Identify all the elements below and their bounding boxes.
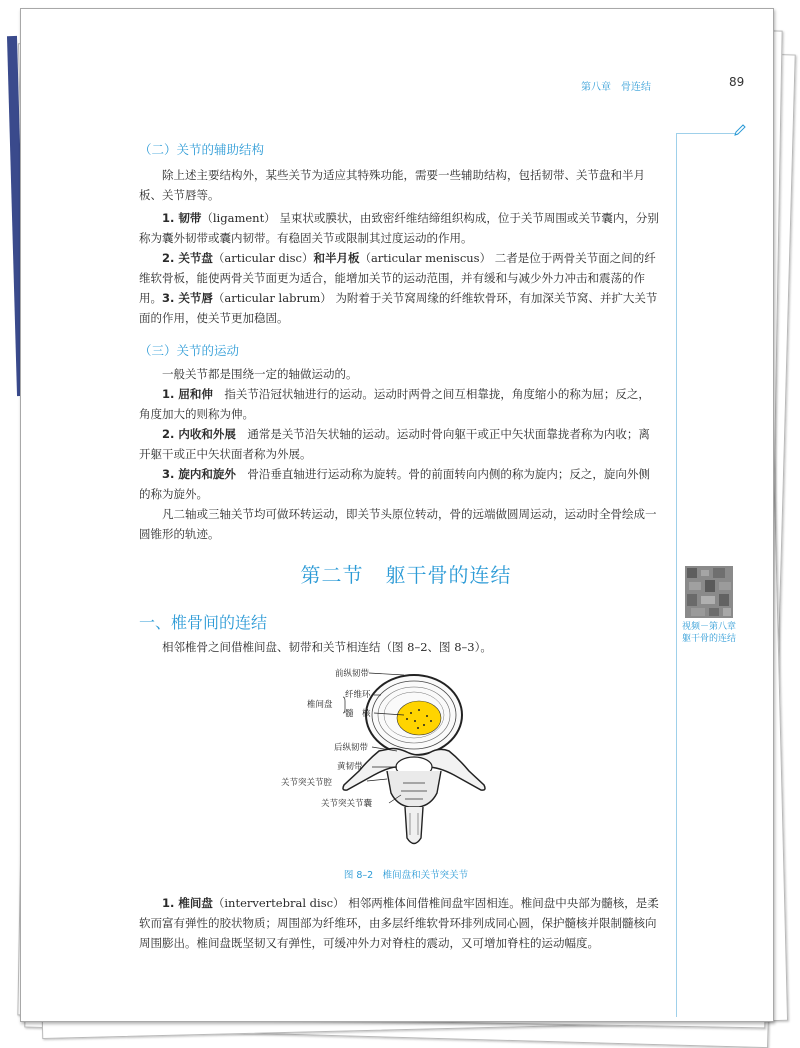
running-header-chapter: 第八章 骨连结 [581, 82, 651, 93]
paragraph-circumduction: 凡二轴或三轴关节均可做环转运动，即关节头原位转动，骨的远端做圆周运动，运动时全骨绘成一圆锥形的轨迹。 [139, 507, 657, 541]
text-labrum: 为附着于关节窝周缘的纤维软骨环，有加深关节窝、并扩大关节面的作用，使关节更加稳固。 [139, 291, 658, 325]
latin-ligament: （ligament） [201, 211, 276, 225]
section-title [21, 559, 791, 588]
label-ligamentum-flavum: 黄韧带 [337, 762, 363, 772]
figure-caption: 图 8–2 椎间盘和关节突关节 [343, 870, 469, 881]
label-facet-joint-cavity: 关节突关节腔 [281, 778, 333, 788]
section-name: 躯干骨的连结 [385, 563, 512, 587]
pen-icon [733, 123, 747, 137]
term-rotation: 3. 旋内和旋外 [162, 467, 236, 481]
margin-rule-hook [676, 133, 736, 134]
term-meniscus: 和半月板 [313, 251, 360, 265]
term-adduction: 2. 内收和外展 [162, 427, 236, 441]
book-page [20, 8, 774, 1022]
label-facet-joint-capsule: 关节突关节囊 [321, 799, 373, 809]
paragraph-ligament [139, 208, 659, 248]
text-rotation: 骨沿垂直轴进行运动称为旋转。骨的前面转向内侧的称为旋内；反之，旋向外侧的称为旋外。 [139, 467, 650, 501]
label-posterior-longitudinal-ligament: 后纵韧带 [334, 743, 369, 753]
paragraph-intervertebral-disc [139, 893, 659, 953]
term-labrum: 3. 关节唇 [162, 291, 213, 305]
term-ligament: 1. 韧带 [162, 211, 202, 225]
heading-auxiliary-structures: （二）关节的辅助结构 [139, 142, 265, 157]
term-flexion: 1. 屈和伸 [162, 387, 213, 401]
heading-joint-movements: （三）关节的运动 [139, 343, 240, 358]
label-anterior-longitudinal-ligament: 前纵韧带 [335, 669, 370, 679]
paragraph-adduction-abduction [139, 424, 659, 464]
label-nucleus-pulposus: 髓 核 [345, 709, 371, 719]
paragraph-rotation [139, 464, 659, 504]
paragraph-motion-intro: 一般关节都是围绕一定的轴做运动的。 [162, 367, 358, 381]
label-annulus-fibrosus: 纤维环 [345, 690, 371, 700]
text-disc-meniscus: 二者是位于两骨关节面之间的纤维软骨板，能使两骨关节面更为适合，能增加关节的运动范围，并有缓和与减少外力冲击和震荡的作用。 [139, 251, 656, 305]
text-flexion: 指关节沿冠状轴进行的运动。运动时两骨之间互相靠拢，角度缩小的称为屈；反之，角度加大的则称为伸。 [139, 387, 650, 421]
paragraph-labrum [139, 288, 659, 328]
latin-labrum: （articular labrum） [212, 291, 332, 305]
spinous-process-shape [405, 807, 423, 844]
term-articular-disc: 2. 关节盘 [162, 251, 213, 265]
paragraph-aux-intro: 除上述主要结构外，某些关节为适应其特殊功能，需要一些辅助结构，包括韧带、关节盘和半月板、关节唇等。 [139, 168, 645, 202]
text-adduction: 通常是关节沿矢状轴的运动。运动时骨向躯干或正中矢状面靠拢者称为内收；离开躯干或正中矢状面者称为外展。 [139, 427, 650, 461]
label-intervertebral-disc: 椎间盘 [307, 700, 333, 710]
text-intervertebral-disc: 相邻两椎体间借椎间盘牢固相连。椎间盘中央部为髓核，是柔软而富有弹性的胶状物质；周围部为纤维环，由多层纤维软骨环排列成同心圆，保护髓核并限制髓核向周围膨出。椎间盘既坚韧又有弹性，可缓冲外力对脊柱的震动，又可增加脊柱的运动幅度。 [139, 896, 659, 950]
term-intervertebral-disc: 1. 椎间盘 [162, 896, 213, 910]
latin-meniscus: （articular meniscus） [359, 251, 492, 265]
latin-articular-disc: （articular disc） [212, 251, 314, 265]
figure-intervertebral-disc [279, 663, 529, 853]
video-caption[interactable]: 视频－第八章 躯干骨的连结 [681, 622, 736, 644]
text-ligament: 呈束状或膜状，由致密纤维结缔组织构成，位于关节周围或关节囊内，分别称为囊外韧带或囊内韧带。有稳固关节或限制其过度运动的作用。 [139, 211, 659, 245]
paragraph-subsection-intro: 相邻椎骨之间借椎间盘、韧带和关节相连结（图 8–2、图 8–3）。 [162, 640, 492, 654]
paragraph-flexion-extension [139, 384, 659, 424]
page-number: 89 [729, 75, 745, 89]
section-number: 第二节 [300, 563, 364, 587]
subsection-title: 一、椎骨间的连结 [139, 613, 268, 632]
nucleus-pulposus-shape [397, 701, 441, 735]
latin-intervertebral-disc: （intervertebral disc） [212, 896, 345, 910]
